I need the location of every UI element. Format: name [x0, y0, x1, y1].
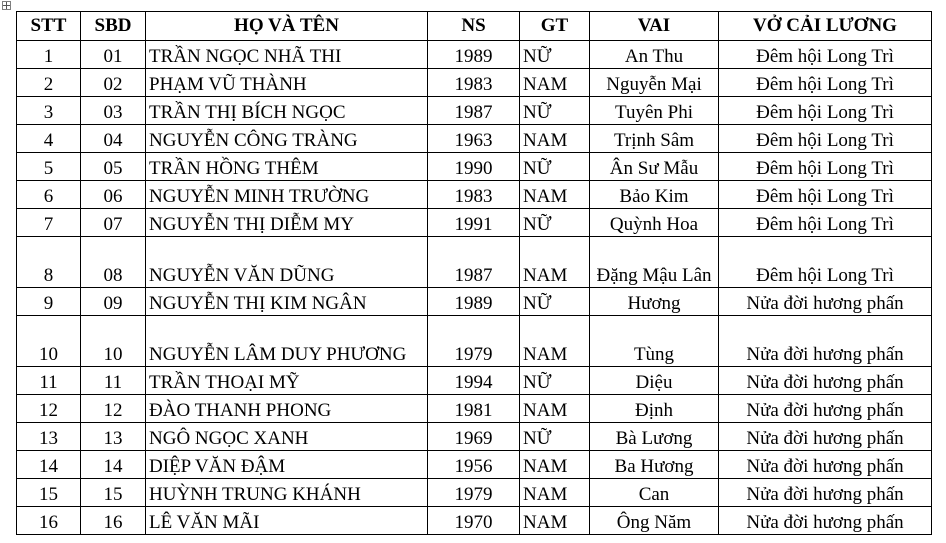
cell-vo: Đêm hội Long Trì	[719, 97, 932, 125]
cell-vo: Nửa đời hương phấn	[719, 367, 932, 395]
cell-vo: Nửa đời hương phấn	[719, 395, 932, 423]
cell-gt: NAM	[520, 451, 590, 479]
cell-stt: 3	[17, 97, 81, 125]
cell-vo: Đêm hội Long Trì	[719, 209, 932, 237]
cell-gt: NAM	[520, 507, 590, 535]
table-row	[17, 367, 932, 395]
table-row	[17, 479, 932, 507]
header-sbd: SBD	[81, 12, 146, 41]
cell-ns: 1970	[428, 507, 520, 535]
cell-sbd: 06	[81, 181, 146, 209]
cell-sbd: 05	[81, 153, 146, 181]
cell-stt: 4	[17, 125, 81, 153]
cell-vo: Nửa đời hương phấn	[719, 479, 932, 507]
cell-ns: 1983	[428, 69, 520, 97]
cell-vai: Bảo Kim	[590, 181, 719, 209]
cell-gt: NỮ	[520, 209, 590, 237]
header-gt: GT	[520, 12, 590, 41]
cell-gt: NỮ	[520, 153, 590, 181]
cell-sbd: 03	[81, 97, 146, 125]
table-row	[17, 237, 932, 288]
cell-gt: NỮ	[520, 41, 590, 69]
cell-stt: 11	[17, 367, 81, 395]
cell-ns: 1979	[428, 316, 520, 367]
cell-vo: Nửa đời hương phấn	[719, 451, 932, 479]
cell-vai: Tuyên Phi	[590, 97, 719, 125]
cell-vai: Diệu	[590, 367, 719, 395]
cell-ns: 1979	[428, 479, 520, 507]
cell-stt: 13	[17, 423, 81, 451]
cell-ns: 1989	[428, 41, 520, 69]
cell-stt: 1	[17, 41, 81, 69]
cell-vai: Ông Năm	[590, 507, 719, 535]
cell-ns: 1994	[428, 367, 520, 395]
cell-sbd: 16	[81, 507, 146, 535]
cell-sbd: 04	[81, 125, 146, 153]
cell-stt: 6	[17, 181, 81, 209]
cell-gt: NAM	[520, 181, 590, 209]
move-arrows-icon	[3, 2, 10, 9]
cell-sbd: 08	[81, 237, 146, 288]
cell-gt: NAM	[520, 237, 590, 288]
cell-stt: 15	[17, 479, 81, 507]
cell-vo: Đêm hội Long Trì	[719, 181, 932, 209]
cell-ns: 1963	[428, 125, 520, 153]
cell-ns: 1969	[428, 423, 520, 451]
cell-stt: 5	[17, 153, 81, 181]
cell-vai: Quỳnh Hoa	[590, 209, 719, 237]
table-row	[17, 209, 932, 237]
cell-vai: Trịnh Sâm	[590, 125, 719, 153]
cell-ns: 1956	[428, 451, 520, 479]
cell-name: NGUYỄN THỊ DIỄM MY	[146, 209, 428, 237]
cell-gt: NAM	[520, 479, 590, 507]
cell-name: ĐÀO THANH PHONG	[146, 395, 428, 423]
cell-name: NGUYỄN VĂN DŨNG	[146, 237, 428, 288]
cell-name: NGÔ NGỌC XANH	[146, 423, 428, 451]
cell-stt: 9	[17, 288, 81, 316]
cell-vo: Đêm hội Long Trì	[719, 125, 932, 153]
header-vo: VỞ CẢI LƯƠNG	[719, 12, 932, 41]
cell-stt: 10	[17, 316, 81, 367]
cell-vai: Ba Hương	[590, 451, 719, 479]
cell-ns: 1981	[428, 395, 520, 423]
cell-sbd: 11	[81, 367, 146, 395]
header-name: HỌ VÀ TÊN	[146, 12, 428, 41]
cell-gt: NAM	[520, 125, 590, 153]
table-row	[17, 288, 932, 316]
table-header-row	[17, 12, 932, 41]
table-row	[17, 316, 932, 367]
cell-gt: NỮ	[520, 97, 590, 125]
table-row	[17, 97, 932, 125]
cell-name: PHẠM VŨ THÀNH	[146, 69, 428, 97]
cell-vo: Nửa đời hương phấn	[719, 316, 932, 367]
cell-sbd: 01	[81, 41, 146, 69]
table-row	[17, 451, 932, 479]
cell-name: TRẦN THOẠI MỸ	[146, 367, 428, 395]
table-row	[17, 125, 932, 153]
cell-ns: 1987	[428, 97, 520, 125]
cell-vai: Nguyễn Mại	[590, 69, 719, 97]
cell-vai: Hương	[590, 288, 719, 316]
header-stt: STT	[17, 12, 81, 41]
cell-ns: 1990	[428, 153, 520, 181]
cell-gt: NỮ	[520, 288, 590, 316]
cell-name: NGUYỄN THỊ KIM NGÂN	[146, 288, 428, 316]
cell-name: NGUYỄN LÂM DUY PHƯƠNG	[146, 316, 428, 367]
header-vai: VAI	[590, 12, 719, 41]
cell-vai: Can	[590, 479, 719, 507]
cast-table	[16, 11, 932, 535]
cell-vo: Đêm hội Long Trì	[719, 69, 932, 97]
cell-vai: An Thu	[590, 41, 719, 69]
table-row	[17, 153, 932, 181]
cell-gt: NỮ	[520, 367, 590, 395]
cell-stt: 12	[17, 395, 81, 423]
cell-gt: NAM	[520, 395, 590, 423]
cell-gt: NAM	[520, 316, 590, 367]
cell-sbd: 14	[81, 451, 146, 479]
cell-stt: 2	[17, 69, 81, 97]
cell-name: LÊ VĂN MÃI	[146, 507, 428, 535]
table-row	[17, 507, 932, 535]
cell-ns: 1987	[428, 237, 520, 288]
cell-ns: 1989	[428, 288, 520, 316]
cell-vai: Ân Sư Mẫu	[590, 153, 719, 181]
cell-stt: 7	[17, 209, 81, 237]
cell-vai: Tùng	[590, 316, 719, 367]
cell-gt: NAM	[520, 69, 590, 97]
cell-sbd: 12	[81, 395, 146, 423]
cell-name: TRẦN NGỌC NHÃ THI	[146, 41, 428, 69]
cell-name: TRẦN THỊ BÍCH NGỌC	[146, 97, 428, 125]
cell-gt: NỮ	[520, 423, 590, 451]
cell-stt: 8	[17, 237, 81, 288]
table-row	[17, 69, 932, 97]
table-row	[17, 41, 932, 69]
cell-vo: Đêm hội Long Trì	[719, 237, 932, 288]
cell-name: NGUYỄN CÔNG TRÀNG	[146, 125, 428, 153]
cell-name: HUỲNH TRUNG KHÁNH	[146, 479, 428, 507]
cell-vo: Đêm hội Long Trì	[719, 41, 932, 69]
cell-ns: 1991	[428, 209, 520, 237]
cell-sbd: 02	[81, 69, 146, 97]
cell-vo: Nửa đời hương phấn	[719, 288, 932, 316]
table-row	[17, 423, 932, 451]
cell-vo: Đêm hội Long Trì	[719, 153, 932, 181]
header-ns: NS	[428, 12, 520, 41]
cell-sbd: 09	[81, 288, 146, 316]
cell-vai: Đặng Mậu Lân	[590, 237, 719, 288]
cell-vo: Nửa đời hương phấn	[719, 507, 932, 535]
cell-sbd: 13	[81, 423, 146, 451]
table-row	[17, 181, 932, 209]
cell-sbd: 10	[81, 316, 146, 367]
cell-stt: 14	[17, 451, 81, 479]
cell-name: TRẦN HỒNG THÊM	[146, 153, 428, 181]
cell-vai: Định	[590, 395, 719, 423]
table-row	[17, 395, 932, 423]
cell-name: DIỆP VĂN ĐẬM	[146, 451, 428, 479]
cell-ns: 1983	[428, 181, 520, 209]
cell-name: NGUYỄN MINH TRƯỜNG	[146, 181, 428, 209]
cell-vai: Bà Lương	[590, 423, 719, 451]
cell-stt: 16	[17, 507, 81, 535]
cell-vo: Nửa đời hương phấn	[719, 423, 932, 451]
table-move-handle-icon[interactable]	[2, 1, 11, 10]
cell-sbd: 15	[81, 479, 146, 507]
cell-sbd: 07	[81, 209, 146, 237]
